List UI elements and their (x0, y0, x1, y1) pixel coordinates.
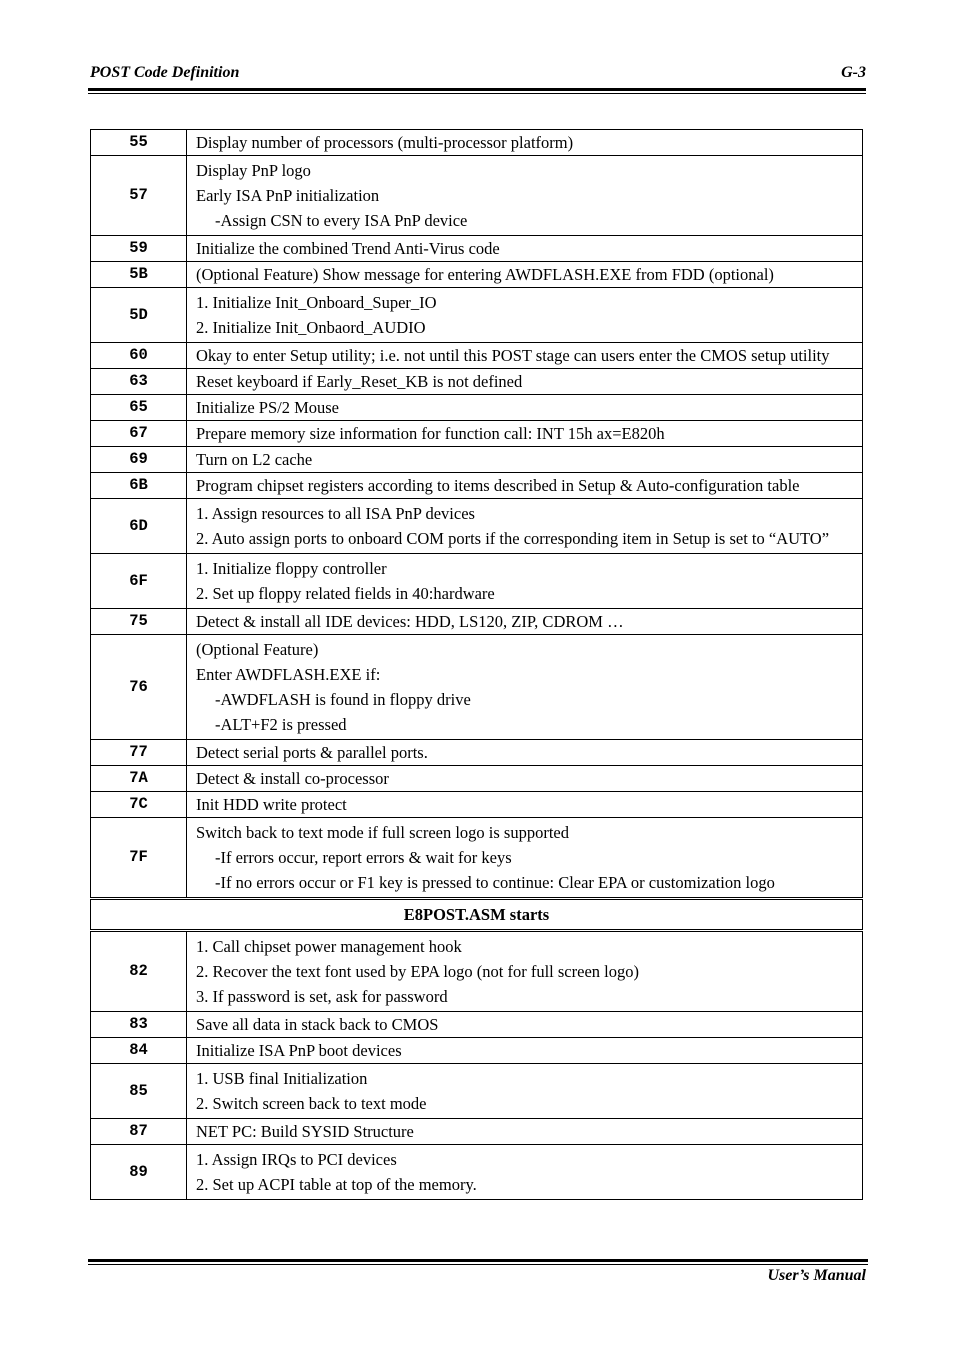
description-line: Init HDD write protect (196, 795, 347, 814)
header-rule-thin (88, 93, 866, 94)
table-row (91, 369, 863, 395)
header-title: POST Code Definition (90, 64, 240, 81)
post-code: 7C (91, 792, 187, 818)
description-line: 1. Initialize Init_Onboard_Super_IO (196, 293, 437, 312)
description-line: Okay to enter Setup utility; i.e. not until this POST stage can users enter the CMOS setup utility (196, 346, 830, 365)
post-code: 77 (91, 740, 187, 766)
description-line: -AWDFLASH is found in floppy drive (215, 690, 471, 709)
table-row (91, 1119, 863, 1145)
description-line: Prepare memory size information for function call: INT 15h ax=E820h (196, 424, 665, 443)
table-row (91, 1038, 863, 1064)
header-page-number: G-3 (841, 64, 866, 81)
post-code-description (187, 931, 863, 1012)
description-line: 2. Switch screen back to text mode (196, 1094, 427, 1113)
description-line: -If errors occur, report errors & wait for keys (215, 848, 512, 867)
post-code-description (187, 554, 863, 609)
post-code-description (187, 740, 863, 766)
table-row (91, 130, 863, 156)
table-row (91, 473, 863, 499)
post-code: 85 (91, 1064, 187, 1119)
section-row (91, 899, 863, 931)
post-code-description (187, 288, 863, 343)
table-row (91, 766, 863, 792)
post-code: 55 (91, 130, 187, 156)
post-code: 60 (91, 343, 187, 369)
post-code: 65 (91, 395, 187, 421)
table-row (91, 931, 863, 1012)
description-line: 3. If password is set, ask for password (196, 987, 448, 1006)
post-code: 76 (91, 635, 187, 740)
section-divider (91, 899, 863, 931)
description-line: Detect & install co-processor (196, 769, 389, 788)
post-code-rows-b (91, 931, 863, 1200)
description-line: 1. USB final Initialization (196, 1069, 368, 1088)
post-code-description (187, 1145, 863, 1200)
table-row (91, 792, 863, 818)
description-line: -ALT+F2 is pressed (215, 715, 347, 734)
description-line: 2. Set up ACPI table at top of the memory. (196, 1175, 477, 1194)
description-line: Early ISA PnP initialization (196, 186, 380, 205)
description-line: Display number of processors (multi-processor platform) (196, 133, 574, 152)
table-row (91, 635, 863, 740)
table-row (91, 421, 863, 447)
footer-text: User’s Manual (767, 1267, 866, 1284)
table-row (91, 554, 863, 609)
post-code-description (187, 818, 863, 899)
post-code-description (187, 447, 863, 473)
description-line: 2. Auto assign ports to onboard COM ports if the corresponding item in Setup is set to “AUTO” (196, 529, 830, 548)
description-line: NET PC: Build SYSID Structure (196, 1122, 414, 1141)
description-line: Initialize PS/2 Mouse (196, 398, 339, 417)
post-code: 6F (91, 554, 187, 609)
post-code: 59 (91, 236, 187, 262)
post-code-description (187, 635, 863, 740)
post-code: 67 (91, 421, 187, 447)
post-code: 89 (91, 1145, 187, 1200)
post-code: 82 (91, 931, 187, 1012)
post-code-description (187, 421, 863, 447)
table-row (91, 818, 863, 899)
post-code: 84 (91, 1038, 187, 1064)
post-code-description (187, 609, 863, 635)
table-row (91, 262, 863, 288)
description-line: 1. Call chipset power management hook (196, 937, 462, 956)
table-row (91, 156, 863, 236)
post-code-description (187, 262, 863, 288)
post-code: 57 (91, 156, 187, 236)
table-row (91, 740, 863, 766)
post-code: 75 (91, 609, 187, 635)
description-line: Detect & install all IDE devices: HDD, LS120, ZIP, CDROM … (196, 612, 624, 631)
description-line: Detect serial ports & parallel ports. (196, 743, 428, 762)
post-code: 6B (91, 473, 187, 499)
page-header (88, 64, 866, 86)
post-code-table (90, 129, 863, 1200)
post-code: 63 (91, 369, 187, 395)
description-line: 2. Initialize Init_Onbaord_AUDIO (196, 318, 426, 337)
table-row (91, 1012, 863, 1038)
description-line: -If no errors occur or F1 key is pressed to continue: Clear EPA or customization logo (215, 873, 775, 892)
post-code: 7F (91, 818, 187, 899)
post-code-description (187, 1064, 863, 1119)
section-title: E8POST.ASM starts (91, 899, 863, 931)
post-code-description (187, 792, 863, 818)
description-line: (Optional Feature) Show message for entering AWDFLASH.EXE from FDD (optional) (196, 265, 774, 284)
footer-rule-thick (88, 1259, 868, 1262)
post-code: 83 (91, 1012, 187, 1038)
description-line: Program chipset registers according to items described in Setup & Auto-configuration table (196, 476, 800, 495)
post-code-description (187, 499, 863, 554)
description-line: Display PnP logo (196, 161, 311, 180)
description-line: Switch back to text mode if full screen logo is supported (196, 823, 570, 842)
post-code-description (187, 473, 863, 499)
table-row (91, 609, 863, 635)
description-line: 2. Recover the text font used by EPA logo (not for full screen logo) (196, 962, 639, 981)
post-code: 87 (91, 1119, 187, 1145)
table-row (91, 1064, 863, 1119)
description-line: 1. Initialize floppy controller (196, 559, 387, 578)
post-code-description (187, 1038, 863, 1064)
description-line: Enter AWDFLASH.EXE if: (196, 665, 381, 684)
description-line: Initialize ISA PnP boot devices (196, 1041, 402, 1060)
table-row (91, 499, 863, 554)
description-line: -Assign CSN to every ISA PnP device (215, 211, 468, 230)
table-row (91, 1145, 863, 1200)
description-line: Reset keyboard if Early_Reset_KB is not defined (196, 372, 523, 391)
post-code-description (187, 1119, 863, 1145)
description-line: Save all data in stack back to CMOS (196, 1015, 439, 1034)
description-line: Turn on L2 cache (196, 450, 313, 469)
post-code: 7A (91, 766, 187, 792)
table-row (91, 236, 863, 262)
post-code-description (187, 1012, 863, 1038)
description-line: 1. Assign resources to all ISA PnP devices (196, 504, 475, 523)
header-rule-thick (88, 88, 866, 91)
post-code: 6D (91, 499, 187, 554)
footer-rule-thin (88, 1264, 868, 1265)
post-code: 5B (91, 262, 187, 288)
post-code-description (187, 156, 863, 236)
description-line: 1. Assign IRQs to PCI devices (196, 1150, 397, 1169)
description-line: 2. Set up floppy related fields in 40:hardware (196, 584, 495, 603)
post-code: 5D (91, 288, 187, 343)
table-row (91, 447, 863, 473)
post-code-description (187, 236, 863, 262)
table-row (91, 288, 863, 343)
post-code: 69 (91, 447, 187, 473)
table-row (91, 395, 863, 421)
description-line: (Optional Feature) (196, 640, 319, 659)
description-line: Initialize the combined Trend Anti-Virus code (196, 239, 500, 258)
post-code-description (187, 395, 863, 421)
post-code-description (187, 766, 863, 792)
post-code-description (187, 369, 863, 395)
post-code-description (187, 130, 863, 156)
table-row (91, 343, 863, 369)
post-code-description (187, 343, 863, 369)
post-code-rows-a (91, 130, 863, 899)
